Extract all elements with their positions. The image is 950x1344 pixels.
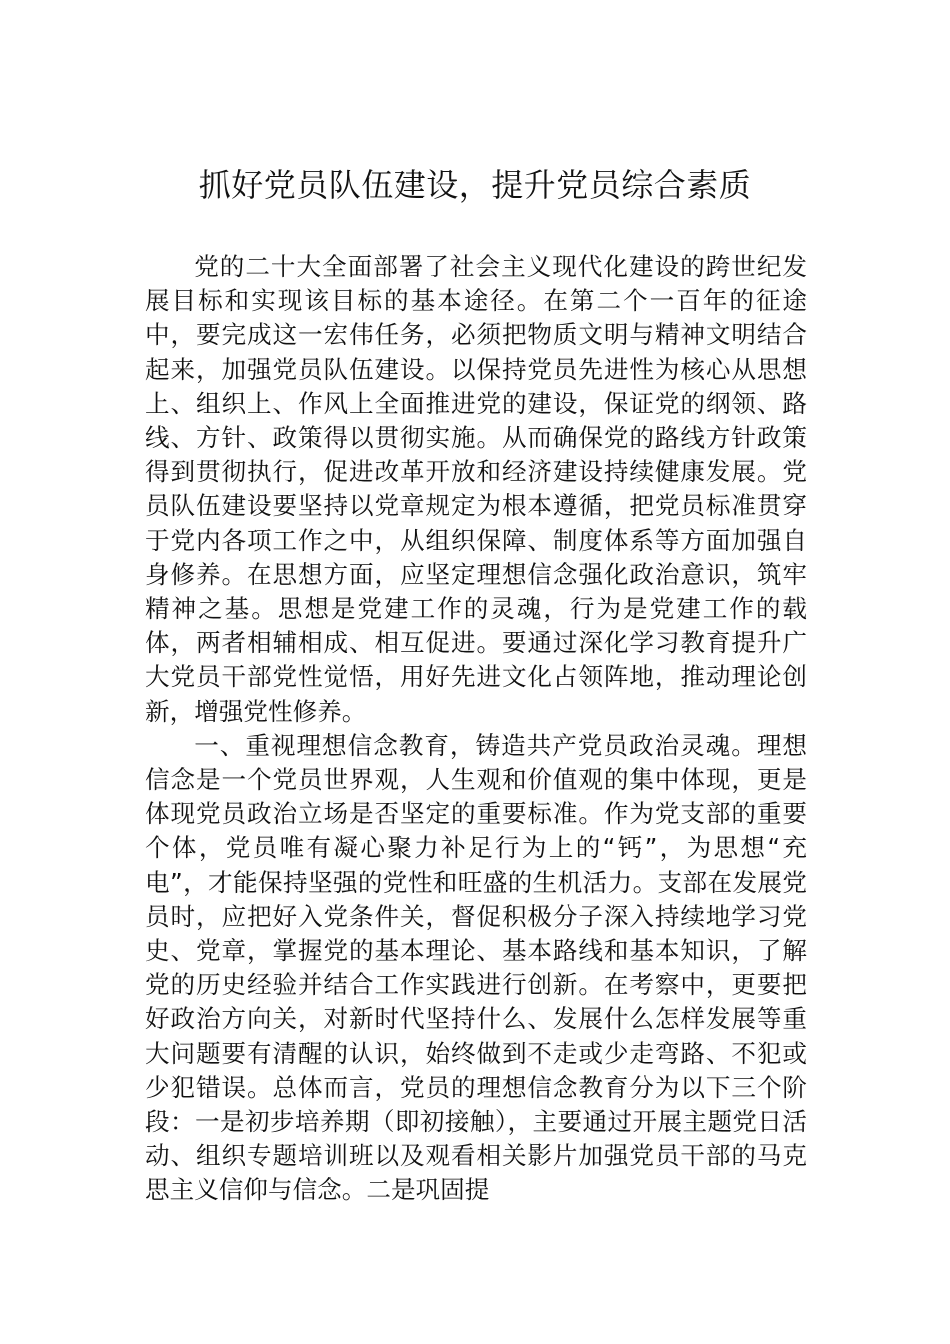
- document-body: [145, 250, 807, 1208]
- paragraph-section-one: 一、重视理想信念教育，铸造共产党员政治灵魂。理想信念是一个党员世界观，人生观和价值观的集中体现，更是体现党员政治立场是否坚定的重要标准。作为党支部的重要个体，党员唯有凝心聚力补足行为上的“钙”，为思想“充电”，才能保持坚强的党性和旺盛的生机活力。支部在发展党员时，应把好入党条件关，督促积极分子深入持续地学习党史、党章，掌握党的基本理论、基本路线和基本知识，了解党的历史经验并结合工作实践进行创新。在考察中，更要把好政治方向关，对新时代坚持什么、发展什么怎样发展等重大问题要有清醒的认识，始终做到不走或少走弯路、不犯或少犯错误。总体而言，党员的理想信念教育分为以下三个阶段：一是初步培养期（即初接触），主要通过开展主题党日活动、组织专题培训班以及观看相关影片加强党员干部的马克思主义信仰与信念。二是巩固提: [145, 730, 807, 1205]
- paragraph-intro: 党的二十大全面部署了社会主义现代化建设的跨世纪发展目标和实现该目标的基本途径。在第二个一百年的征途中，要完成这一宏伟任务，必须把物质文明与精神文明结合起来，加强党员队伍建设。以保持党员先进性为核心从思想上、组织上、作风上全面推进党的建设，保证党的纲领、路线、方针、政策得以贯彻实施。从而确保党的路线方针政策得到贯彻执行，促进改革开放和经济建设持续健康发展。党员队伍建设要坚持以党章规定为根本遵循，把党员标准贯穿于党内各项工作之中，从组织保障、制度体系等方面加强自身修养。在思想方面，应坚定理想信念强化政治意识，筑牢精神之基。思想是党建工作的灵魂，行为是党建工作的载体，两者相辅相成、相互促进。要通过深化学习教育提升广大党员干部党性觉悟，用好先进文化占领阵地，推动理论创新，增强党性修养。: [145, 252, 807, 726]
- document-title: 抓好党员队伍建设，提升党员综合素质: [198, 166, 752, 204]
